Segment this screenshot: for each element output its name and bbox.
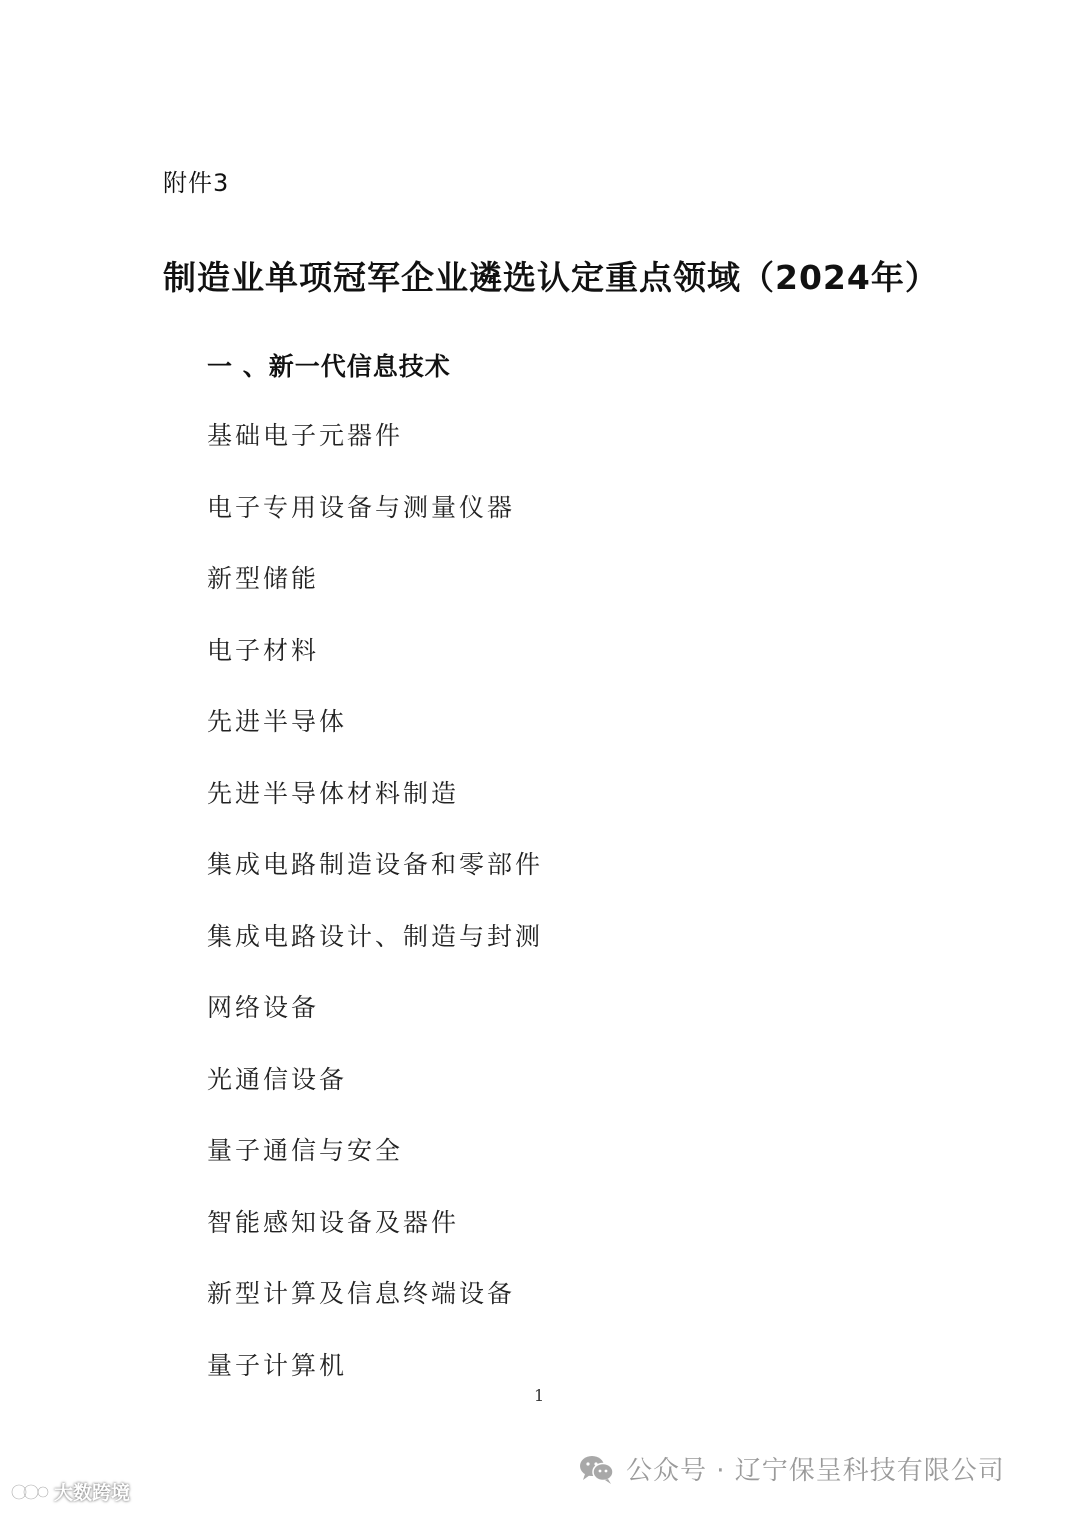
section-heading: 一 、新一代信息技术 <box>207 352 451 381</box>
watermark-right-text: 公众号 · 辽宁保呈科技有限公司 <box>626 1456 1005 1486</box>
page-number: 1 <box>534 1386 545 1405</box>
list-item: 先进半导体材料制造 <box>207 778 460 808</box>
list-item: 智能感知设备及器件 <box>207 1207 460 1237</box>
field-list <box>207 418 543 1419</box>
list-item: 先进半导体 <box>207 707 348 736</box>
logo-icon <box>10 1481 50 1503</box>
list-item: 光通信设备 <box>207 1064 348 1094</box>
watermark-left <box>10 1478 130 1505</box>
list-item: 网络设备 <box>207 993 320 1022</box>
watermark-right <box>578 1450 1005 1487</box>
attachment-label: 附件3 <box>163 169 230 197</box>
list-item: 基础电子元器件 <box>207 421 404 450</box>
list-item: 电子专用设备与测量仪器 <box>207 492 516 522</box>
list-item: 量子计算机 <box>207 1350 348 1380</box>
list-item: 集成电路制造设备和零部件 <box>207 850 544 879</box>
list-item: 量子通信与安全 <box>207 1136 404 1165</box>
list-item: 集成电路设计、制造与封测 <box>207 921 544 951</box>
watermark-left-text: 大数跨境 <box>54 1482 131 1504</box>
list-item: 新型储能 <box>207 564 320 593</box>
list-item: 新型计算及信息终端设备 <box>207 1279 516 1308</box>
wechat-icon <box>578 1453 616 1485</box>
document-title: 制造业单项冠军企业遴选认定重点领域（2024年） <box>163 258 939 297</box>
list-item: 电子材料 <box>207 635 320 665</box>
